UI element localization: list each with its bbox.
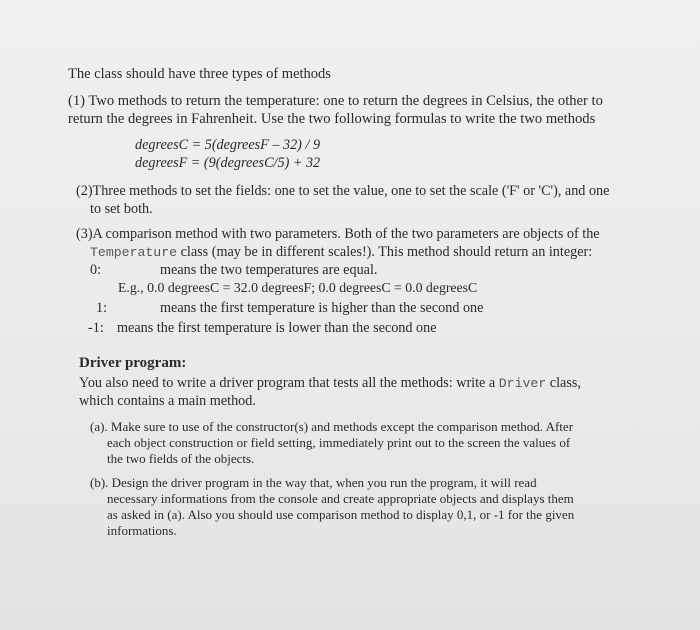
item-a-line2: each object construction or field setting, immediately print out to the screen the values of: [107, 435, 571, 450]
driver-class-code: Driver: [498, 376, 547, 391]
driver-line1-post: class,: [549, 375, 581, 391]
method1-line1: (1) Two methods to return the temperature: one to return the degrees in Celsius, the other to: [68, 93, 603, 109]
item-b-line4: informations.: [107, 523, 177, 538]
return-one-text: means the first temperature is higher than the second one: [160, 300, 484, 316]
driver-heading: Driver program:: [79, 355, 187, 371]
intro-heading: The class should have three types of methods: [68, 66, 331, 82]
formula-celsius: degreesC = 5(degreesF – 32) / 9: [135, 137, 321, 153]
item-a-line3: the two fields of the objects.: [107, 451, 255, 466]
driver-line1-pre: You also need to write a driver program that tests all the methods: write a: [79, 375, 496, 391]
return-neg-code: -1:: [88, 320, 104, 336]
driver-line1: [79, 374, 581, 393]
return-one-code: 1:: [96, 300, 108, 316]
method2-line1: (2)Three methods to set the fields: one to set the value, one to set the scale ('F' or 'C'), and one: [76, 183, 610, 199]
temperature-class-code: Temperature: [90, 245, 178, 260]
item-b-line3: as asked in (a). Also you should use comparison method to display 0,1, or -1 for the given: [107, 507, 575, 522]
method2-line2: to set both.: [90, 201, 153, 217]
return-neg-text: means the first temperature is lower than the second one: [117, 320, 437, 336]
method3-line2: [90, 243, 592, 262]
method3-line2-text: class (may be in different scales!). This method should return an integer:: [180, 244, 593, 260]
method1-line2: return the degrees in Fahrenheit. Use the two following formulas to write the two methods: [68, 111, 596, 127]
example-line: E.g., 0.0 degreesC = 32.0 degreesF; 0.0 degreesC = 0.0 degreesC: [118, 280, 478, 295]
item-a-line1: (a). Make sure to use of the constructor(s) and methods except the comparison method. After: [90, 419, 574, 434]
return-zero-text: means the two temperatures are equal.: [160, 262, 378, 278]
formula-fahrenheit: degreesF = (9(degreesC/5) + 32: [135, 155, 321, 171]
item-b-line2: necessary informations from the console and create appropriate objects and displays them: [107, 491, 574, 506]
return-zero-code: 0:: [90, 262, 102, 278]
driver-line2: which contains a main method.: [79, 393, 256, 409]
method3-line1: (3)A comparison method with two parameters. Both of the two parameters are objects of the: [76, 226, 600, 242]
item-b-line1: (b). Design the driver program in the way that, when you run the program, it will read: [90, 475, 537, 490]
